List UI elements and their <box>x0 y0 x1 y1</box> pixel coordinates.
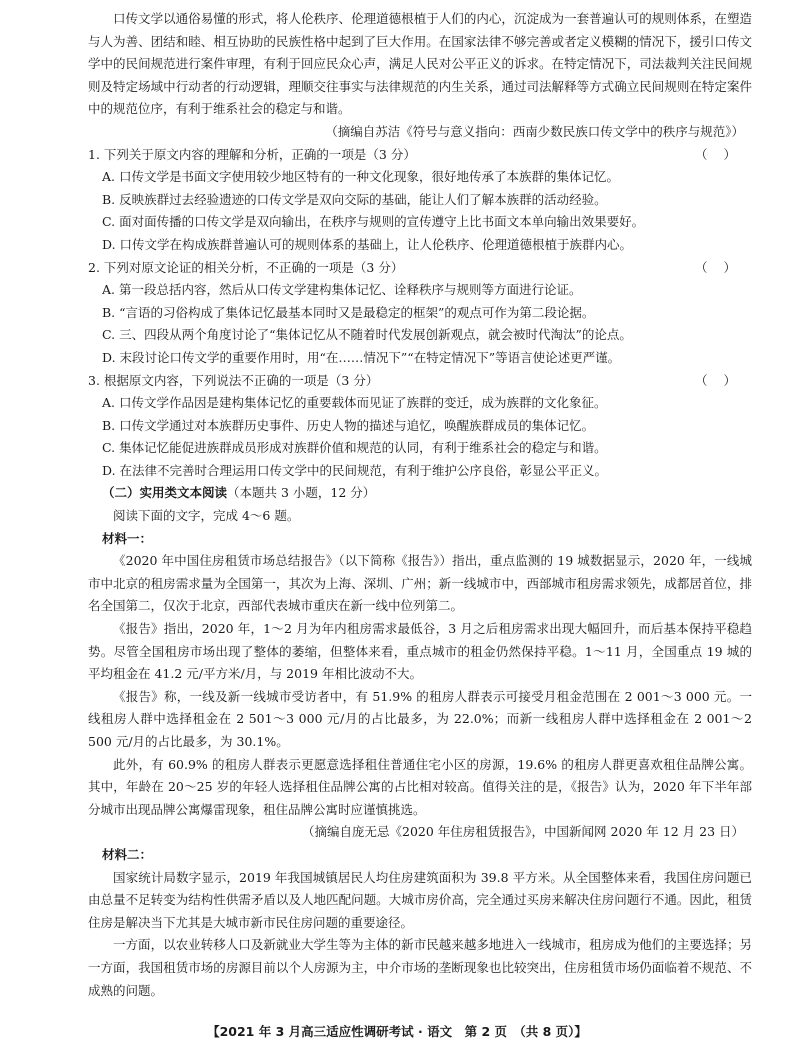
option-a: A. 口传文学是书面文字使用较少地区特有的一种文化现象，很好地传承了本族群的集体记忆。 <box>102 169 619 185</box>
page-footer: 【2021 年 3 月高三适应性调研考试 · 语文 第 2 页 （共 8 页）】 <box>207 1024 587 1039</box>
question-stem: 3. 根据原文内容，下列说法不正确的一项是（3 分） <box>88 372 379 388</box>
section-note: （本题共 3 小题，12 分） <box>227 485 376 501</box>
section-title: （二）实用类文本阅读 <box>102 485 228 501</box>
question-stem: 2. 下列对原文论证的相关分析，不正确的一项是（3 分） <box>88 259 404 275</box>
answer-blank: （ ） <box>695 146 742 162</box>
question-stem: 1. 下列关于原文内容的理解和分析，正确的一项是（3 分） <box>88 146 416 162</box>
option-c: C. 集体记忆能促进族群成员形成对族群价值和规范的认同，有利于维系社会的稳定与和谐。 <box>102 440 607 456</box>
answer-blank: （ ） <box>695 259 742 275</box>
option-a: A. 第一段总括内容，然后从口传文学建构集体记忆、诠释秩序与规则等方面进行论证。 <box>102 282 582 298</box>
question-1 <box>88 144 752 257</box>
option-c: C. 面对面传播的口传文学是双向输出，在秩序与规则的宣传遵守上比书面文本单向输出效果要好。 <box>102 214 645 230</box>
section-heading <box>88 482 752 505</box>
question-2 <box>88 257 752 370</box>
passage-paragraph: 口传文学以通俗易懂的形式，将人伦秩序、伦理道德根植于人们的内心，沉淀成为一套普遍认可的规则体系，在塑造与人为善、团结和睦、相互协助的民族性格中起到了巨大作用。在国家法律不够完善或者定义模糊的情况下，援引口传文学中的民间规范进行案件审理，有利于回应民众心声，满足人民对公平正义的诉求。在特定情况下，司法裁判关注民间规则及特定场域中行动者的行动逻辑，理顺交往事实与法律规范的内生关系，通过司法解释等方式确立民间规则在特定案件中的规范位序，有利于维系社会的稳定与和谐。 <box>88 11 752 117</box>
option-d: D. 在法律不完善时合理运用口传文学中的民间规范，有利于维护公序良俗，彰显公平正义。 <box>102 462 608 478</box>
option-b: B. “言语的习俗构成了集体记忆最基本同时又是最稳定的框架”的观点可作为第二段论据。 <box>102 304 595 320</box>
material-1-paragraph: 《报告》称，一线及新一线城市受访者中，有 51.9% 的租房人群表示可接受月租金范围在 2 001～3 000 元。一线租房人群中选择租金在 2 501～3 000 元/月的占比最多，为 22.0%；而新一线租房人群中选择租金在 2 001～2 500 元/月的占比最多，为 30.1%。 <box>88 688 752 749</box>
material-1-paragraph: 《2020 年中国住房租赁市场总结报告》（以下简称《报告》）指出，重点监测的 19 城数据显示，2020 年，一线城市中北京的租房需求量为全国第一，其次为上海、深圳、广州；新一线城市中，西部城市租房需求领先，成都居首位，排名全国第二，仅次于北京，西部代表城市重庆在新一线中位列第二。 <box>88 553 752 614</box>
option-d: D. 口传文学在构成族群普遍认可的规则体系的基础上，让人伦秩序、伦理道德根植于族群内心。 <box>102 236 633 252</box>
answer-blank: （ ） <box>695 372 742 388</box>
material-2-paragraph: 国家统计局数字显示，2019 年我国城镇居民人均住房建筑面积为 39.8 平方米。从全国整体来看，我国住房问题已由总量不足转变为结构性供需矛盾以及人地匹配问题。大城市房价高，完全通过买房来解决住房问题行不通。因此，租赁住房是解决当下尤其是大城市新市民住房问题的重要途径。 <box>88 869 752 930</box>
material-2-paragraph: 一方面，以农业转移人口及新就业大学生等为主体的新市民越来越多地进入一线城市，租房成为他们的主要选择；另一方面，我国租赁市场的房源目前以个人房源为主，中介市场的垄断现象也比较突出，住房租赁市场仍面临着不规范、不成熟的问题。 <box>88 937 752 998</box>
section-instruction: 阅读下面的文字，完成 4～6 题。 <box>113 508 300 524</box>
material-1-label: 材料一： <box>102 530 153 546</box>
material-2-label: 材料二： <box>102 846 153 862</box>
option-a: A. 口传文学作品因是建构集体记忆的重要载体而见证了族群的变迁，成为族群的文化象征。 <box>102 395 607 411</box>
material-1-source: （摘编自庞无忌《2020 年住房租赁报告》，中国新闻网 2020 年 12 月 23 日） <box>302 824 744 840</box>
option-d: D. 末段讨论口传文学的重要作用时，用“在……情况下”“在特定情况下”等语言使论述更严谨。 <box>102 349 621 365</box>
material-1-paragraph: 此外，有 60.9% 的租房人群表示更愿意选择租住普通住宅小区的房源，19.6% 的租房人群更喜欢租住品牌公寓。其中，年龄在 20～25 岁的年轻人选择租住品牌公寓的占比相对较高。值得关注的是，《报告》认为，2020 年下半年部分城市出现品牌公寓爆雷现象，租住品牌公寓时应谨慎挑选。 <box>88 756 752 817</box>
option-c: C. 三、四段从两个角度讨论了“集体记忆从不随着时代发展创新观点，就会被时代淘汰”的论点。 <box>102 327 632 343</box>
material-1-paragraph: 《报告》指出，2020 年，1～2 月为年内租房需求最低谷，3 月之后租房需求出现大幅回升，而后基本保持平稳趋势。尽管全国租房市场出现了整体的萎缩，但整体来看，重点城市的租金仍然保持平稳。1～11 月，全国重点 19 城的平均租金在 41.2 元/平方米/月，与 2019 年相比波动不大。 <box>88 621 752 682</box>
option-b: B. 反映族群过去经验遗迹的口传文学是双向交际的基础，能让人们了解本族群的活动经验。 <box>102 191 607 207</box>
question-3 <box>88 370 752 483</box>
option-b: B. 口传文学通过对本族群历史事件、历史人物的描述与追忆，唤醒族群成员的集体记忆。 <box>102 417 595 433</box>
passage-source: （摘编自苏洁《符号与意义指向：西南少数民族口传文学中的秩序与规范》） <box>325 123 744 139</box>
